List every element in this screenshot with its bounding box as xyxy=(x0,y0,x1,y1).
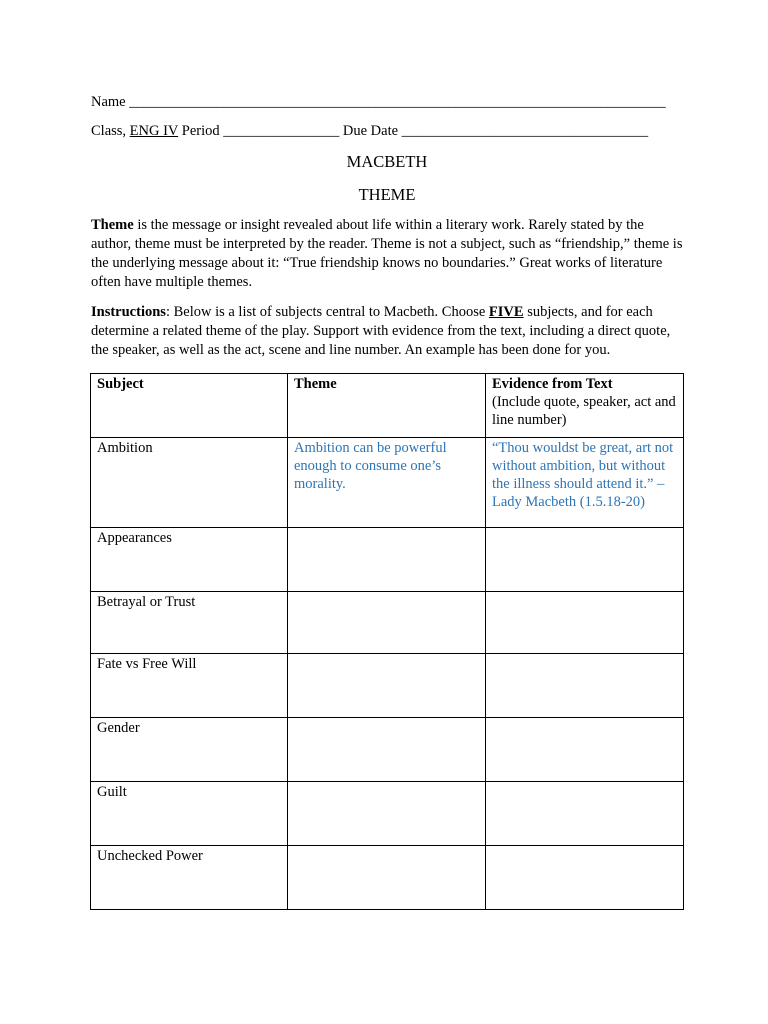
period-label: Period xyxy=(178,123,224,139)
evidence-cell[interactable] xyxy=(486,846,684,910)
name-line xyxy=(91,93,683,111)
table-row xyxy=(91,782,684,846)
subject-cell: Ambition xyxy=(91,438,288,528)
evidence-cell[interactable] xyxy=(486,718,684,782)
period-field[interactable]: ________________ xyxy=(223,123,340,139)
evidence-cell[interactable] xyxy=(486,782,684,846)
theme-cell[interactable] xyxy=(288,718,486,782)
evidence-cell: “Thou wouldst be great, art not without ambition, but without the illness should attend it.” – Lady Macbeth (1.5.18-20) xyxy=(486,438,684,528)
table-row xyxy=(91,654,684,718)
theme-term: Theme xyxy=(91,217,134,233)
worksheet-page xyxy=(91,93,683,360)
subject-cell: Guilt xyxy=(91,782,288,846)
table-row xyxy=(91,592,684,654)
class-value: ENG IV xyxy=(129,123,179,139)
table-row xyxy=(91,846,684,910)
theme-cell[interactable] xyxy=(288,782,486,846)
document-subtitle: THEME xyxy=(358,185,416,204)
name-field[interactable]: __________________________________________________________________________ xyxy=(129,94,666,110)
theme-cell[interactable] xyxy=(288,654,486,718)
document-title: MACBETH xyxy=(346,152,428,171)
theme-table xyxy=(90,373,684,910)
subject-cell: Betrayal or Trust xyxy=(91,592,288,654)
instructions-text-after: subjects, and for each determine a related theme of the play. Support with evidence from the text, including a direct quote, the speaker, as well as the act, scene and line number. An example has been done for you. xyxy=(91,304,671,358)
header-theme: Theme xyxy=(288,374,486,438)
instructions-text-before: : Below is a list of subjects central to Macbeth. Choose xyxy=(165,304,489,320)
subject-cell: Fate vs Free Will xyxy=(91,654,288,718)
evidence-cell[interactable] xyxy=(486,528,684,592)
class-label: Class, xyxy=(91,123,130,139)
instructions-emphasis: FIVE xyxy=(488,304,524,320)
theme-definition xyxy=(91,216,683,292)
instructions xyxy=(91,303,683,360)
table-row xyxy=(91,718,684,782)
due-date-field[interactable]: __________________________________ xyxy=(401,123,649,139)
header-subject: Subject xyxy=(91,374,288,438)
theme-cell[interactable] xyxy=(288,528,486,592)
table-row xyxy=(91,528,684,592)
theme-cell[interactable] xyxy=(288,592,486,654)
theme-definition-text: is the message or insight revealed about life within a literary work. Rarely stated by the author, theme must be interpreted by the reader. Theme is not a subject, such as “friendship,” theme is the underlying message about it: “True friendship knows no boundaries.” Great works of literature often have multiple themes. xyxy=(91,217,683,290)
header-evidence xyxy=(486,374,684,438)
subject-cell: Unchecked Power xyxy=(91,846,288,910)
table-row xyxy=(91,438,684,528)
table-header-row xyxy=(91,374,684,438)
theme-cell: Ambition can be powerful enough to consume one’s morality. xyxy=(288,438,486,528)
due-date-label: Due Date xyxy=(339,123,402,139)
theme-cell[interactable] xyxy=(288,846,486,910)
class-line xyxy=(91,122,683,140)
header-evidence-title: Evidence from Text xyxy=(492,376,613,392)
header-evidence-note: (Include quote, speaker, act and line number) xyxy=(492,394,676,428)
subject-cell: Gender xyxy=(91,718,288,782)
subject-cell: Appearances xyxy=(91,528,288,592)
name-label: Name xyxy=(91,94,126,110)
evidence-cell[interactable] xyxy=(486,654,684,718)
evidence-cell[interactable] xyxy=(486,592,684,654)
instructions-term: Instructions xyxy=(91,304,166,320)
